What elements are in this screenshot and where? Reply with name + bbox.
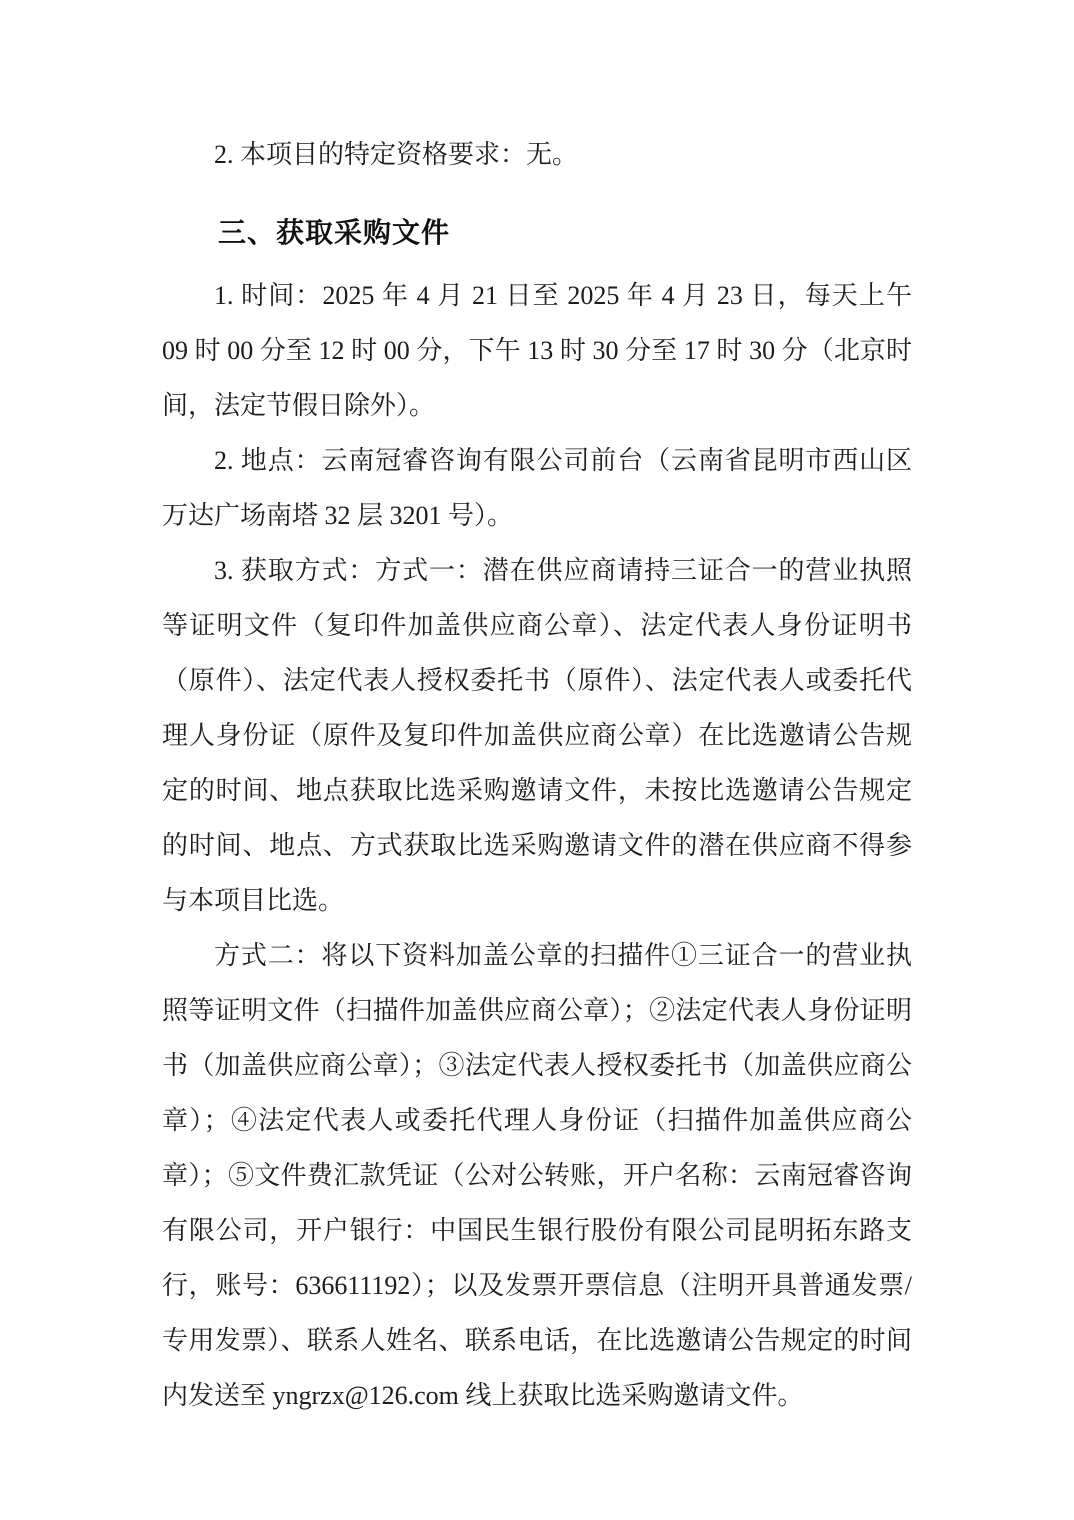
para-specific-qualification: 2. 本项目的特定资格要求：无。 (214, 140, 579, 169)
para-location: 2. 地点：云南冠睿咨询有限公司前台（云南省昆明市西山区万达广场南塔 32 层 3201 号）。 (162, 446, 912, 530)
para-obtain-method-one: 3. 获取方式：方式一：潜在供应商请持三证合一的营业执照等证明文件（复印件加盖供应商公章）、法定代表人身份证明书（原件）、法定代表人授权委托书（原件）、法定代表人或委托代理人身份证（原件及复印件加盖供应商公章）在比选邀请公告规定的时间、地点获取比选采购邀请文件，未按比选邀请公告规定的时间、地点、方式获取比选采购邀请文件的潜在供应商不得参与本项目比选。 (162, 556, 912, 915)
section-heading-obtain-procurement-documents: 三、获取采购文件 (218, 217, 451, 248)
para-obtain-method-two: 方式二：将以下资料加盖公章的扫描件①三证合一的营业执照等证明文件（扫描件加盖供应商公章）；②法定代表人身份证明书（加盖供应商公章）；③法定代表人授权委托书（加盖供应商公章）；④法定代表人或委托代理人身份证（扫描件加盖供应商公章）；⑤文件费汇款凭证（公对公转账，开户名称：云南冠睿咨询有限公司，开户银行：中国民生银行股份有限公司昆明拓东路支行，账号：636611192）；以及发票开票信息（注明开具普通发票/专用发票）、联系人姓名、联系电话，在比选邀请公告规定的时间内发送至 yngrzx@126.com 线上获取比选采购邀请文件。 (162, 941, 912, 1410)
para-time: 1. 时间：2025 年 4 月 21 日至 2025 年 4 月 23 日，每天上午 09 时 00 分至 12 时 00 分，下午 13 时 30 分至 17 时 30 分（北京时间，法定节假日除外）。 (162, 281, 912, 420)
